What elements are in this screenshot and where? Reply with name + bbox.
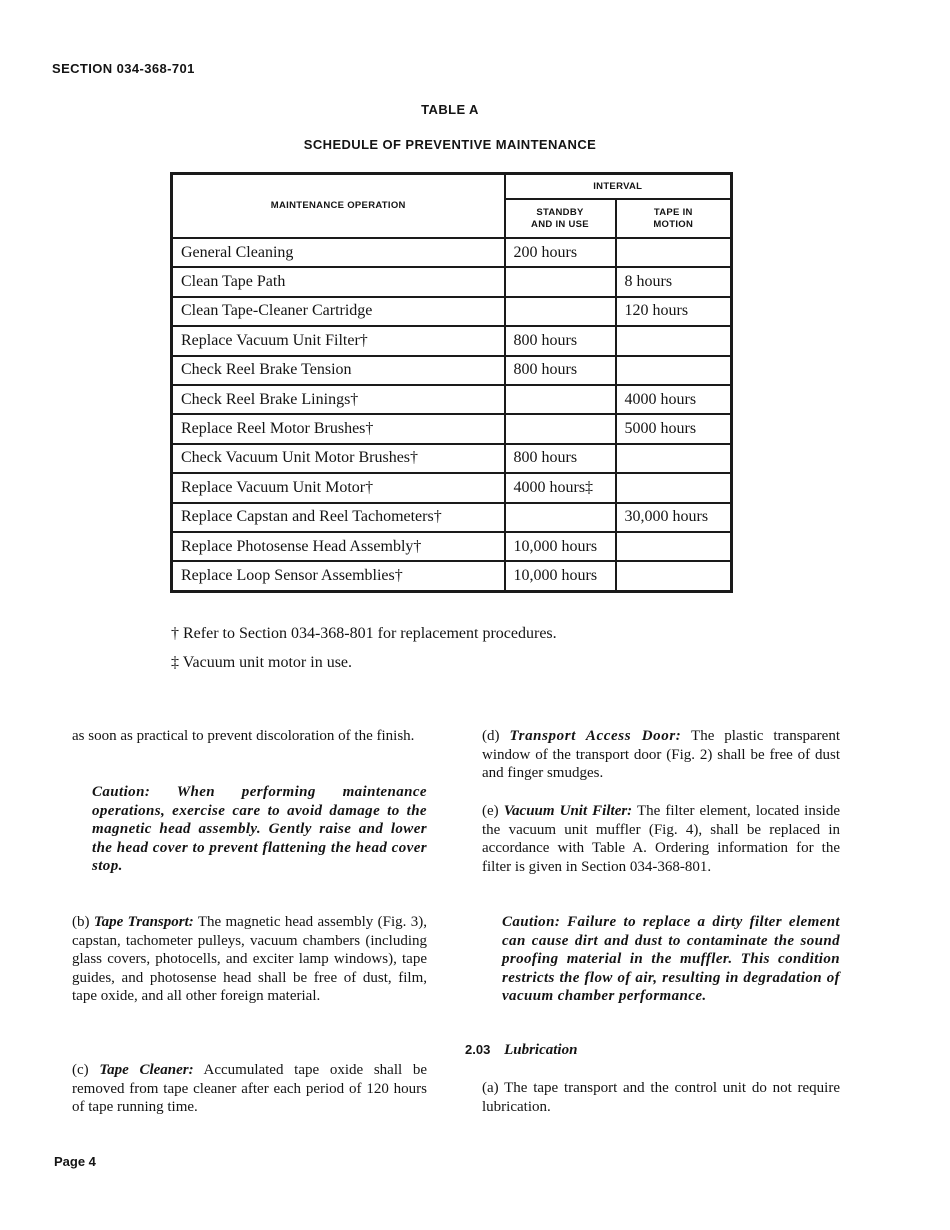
paragraph-access-door xyxy=(482,727,840,783)
cell-standby: 800 hours xyxy=(505,356,616,385)
column-header-operation: MAINTENANCE OPERATION xyxy=(172,174,505,239)
table-row xyxy=(172,414,732,443)
item-text-tape-transport: The magnetic head assembly (Fig. 3), capstan, tachometer pulleys, vacuum chambers (including glass covers, photocells, and exciter lamp windows), tape guides, and photosense head shall be free of dust, film, tape oxide, and all other foreign material. xyxy=(72,914,427,1005)
column-header-motion xyxy=(616,199,732,238)
item-label-e: (e) xyxy=(482,803,499,819)
cell-standby: 800 hours xyxy=(505,326,616,355)
cell-standby xyxy=(505,503,616,532)
cell-standby: 10,000 hours xyxy=(505,561,616,591)
item-title-tape-cleaner: Tape Cleaner: xyxy=(99,1062,194,1078)
table-row xyxy=(172,385,732,414)
item-text-vacuum-filter: The filter element, located inside the vacuum unit muffler (Fig. 4), shall be replaced in accordance with Table A. Ordering information for the filter is given in Section 034-368-801. xyxy=(482,803,841,875)
column-header-motion-line1: TAPE IN xyxy=(653,206,693,218)
table-title: SCHEDULE OF PREVENTIVE MAINTENANCE xyxy=(303,137,597,152)
caution-note-filter-text: Caution: Failure to replace a dirty filter element can cause dirt and dust to contaminate the sound proofing material in the muffler. This condition restricts the flow of air, resulting in degradation of vacuum chamber performance. xyxy=(502,914,840,1005)
cell-operation: Replace Vacuum Unit Filter† xyxy=(172,326,505,355)
cell-motion xyxy=(616,326,732,355)
table-row xyxy=(172,356,732,385)
item-text-access-door: The plastic transparent window of the transport door (Fig. 2) shall be free of dust and finger smudges. xyxy=(482,728,841,782)
item-text-tape-cleaner: Accumulated tape oxide shall be removed from tape cleaner after each period of 120 hours of tape running time. xyxy=(72,1062,427,1116)
paragraph-continued-text: as soon as practical to prevent discoloration of the finish. xyxy=(72,728,415,744)
table-row xyxy=(172,238,732,267)
table-row xyxy=(172,473,732,502)
table-row xyxy=(172,532,732,561)
table-row xyxy=(172,503,732,532)
cell-operation: Check Reel Brake Tension xyxy=(172,356,505,385)
cell-operation: Replace Reel Motor Brushes† xyxy=(172,414,505,443)
cell-motion: 120 hours xyxy=(616,297,732,326)
section-title: Lubrication xyxy=(504,1042,578,1058)
item-title-access-door: Transport Access Door: xyxy=(509,728,682,744)
cell-standby: 800 hours xyxy=(505,444,616,473)
maintenance-schedule-table xyxy=(170,172,733,593)
table-row xyxy=(172,326,732,355)
cell-motion xyxy=(616,561,732,591)
cell-standby xyxy=(505,385,616,414)
section-number: 2.03 xyxy=(465,1042,491,1057)
caution-note-head xyxy=(92,783,427,876)
section-heading: SECTION 034-368-701 xyxy=(52,61,195,76)
table-row xyxy=(172,297,732,326)
cell-motion xyxy=(616,473,732,502)
table-row xyxy=(172,267,732,296)
table-label: TABLE A xyxy=(421,102,479,117)
item-text-lubrication: The tape transport and the control unit do not require lubrication. xyxy=(482,1080,840,1115)
footnote-double-dagger: ‡ Vacuum unit motor in use. xyxy=(171,654,353,671)
cell-standby: 200 hours xyxy=(505,238,616,267)
cell-motion xyxy=(616,356,732,385)
cell-operation: Replace Capstan and Reel Tachometers† xyxy=(172,503,505,532)
paragraph-tape-transport xyxy=(72,913,427,1006)
cell-operation: Clean Tape Path xyxy=(172,267,505,296)
column-header-standby-line1: STANDBY xyxy=(536,206,584,218)
paragraph-lubrication xyxy=(482,1079,840,1116)
column-header-standby-line2: AND IN USE xyxy=(531,218,589,230)
cell-standby: 4000 hours‡ xyxy=(505,473,616,502)
cell-motion: 30,000 hours xyxy=(616,503,732,532)
table-row xyxy=(172,561,732,591)
caution-note-filter xyxy=(502,913,840,1006)
cell-motion: 4000 hours xyxy=(616,385,732,414)
column-header-standby xyxy=(505,199,616,238)
cell-operation: Check Reel Brake Linings† xyxy=(172,385,505,414)
cell-motion: 8 hours xyxy=(616,267,732,296)
item-title-tape-transport: Tape Transport: xyxy=(93,914,194,930)
cell-operation: Replace Vacuum Unit Motor† xyxy=(172,473,505,502)
item-label-d: (d) xyxy=(482,728,500,744)
column-header-interval: INTERVAL xyxy=(505,174,732,200)
item-label-b: (b) xyxy=(72,914,90,930)
section-lubrication-heading xyxy=(465,1042,577,1059)
cell-operation: General Cleaning xyxy=(172,238,505,267)
page-number: Page 4 xyxy=(54,1154,96,1169)
cell-standby xyxy=(505,297,616,326)
cell-motion xyxy=(616,444,732,473)
cell-operation: Replace Loop Sensor Assemblies† xyxy=(172,561,505,591)
cell-operation: Clean Tape-Cleaner Cartridge xyxy=(172,297,505,326)
column-header-motion-line2: MOTION xyxy=(653,218,694,230)
cell-operation: Check Vacuum Unit Motor Brushes† xyxy=(172,444,505,473)
cell-motion: 5000 hours xyxy=(616,414,732,443)
item-label-a: (a) xyxy=(482,1080,499,1096)
caution-note-head-text: Caution: When performing maintenance operations, exercise care to avoid damage to the magnetic head assembly. Gently raise and lower the head cover to prevent flattening the head cover stop. xyxy=(92,784,427,875)
paragraph-vacuum-filter xyxy=(482,802,840,876)
cell-operation: Replace Photosense Head Assembly† xyxy=(172,532,505,561)
item-title-vacuum-filter: Vacuum Unit Filter: xyxy=(503,803,633,819)
table-body xyxy=(172,238,732,591)
table-row xyxy=(172,444,732,473)
paragraph-continued xyxy=(72,727,427,746)
cell-motion xyxy=(616,238,732,267)
item-label-c: (c) xyxy=(72,1062,89,1078)
footnote-dagger: † Refer to Section 034-368-801 for replacement procedures. xyxy=(171,625,557,642)
cell-standby: 10,000 hours xyxy=(505,532,616,561)
paragraph-tape-cleaner xyxy=(72,1061,427,1117)
cell-motion xyxy=(616,532,732,561)
cell-standby xyxy=(505,267,616,296)
cell-standby xyxy=(505,414,616,443)
